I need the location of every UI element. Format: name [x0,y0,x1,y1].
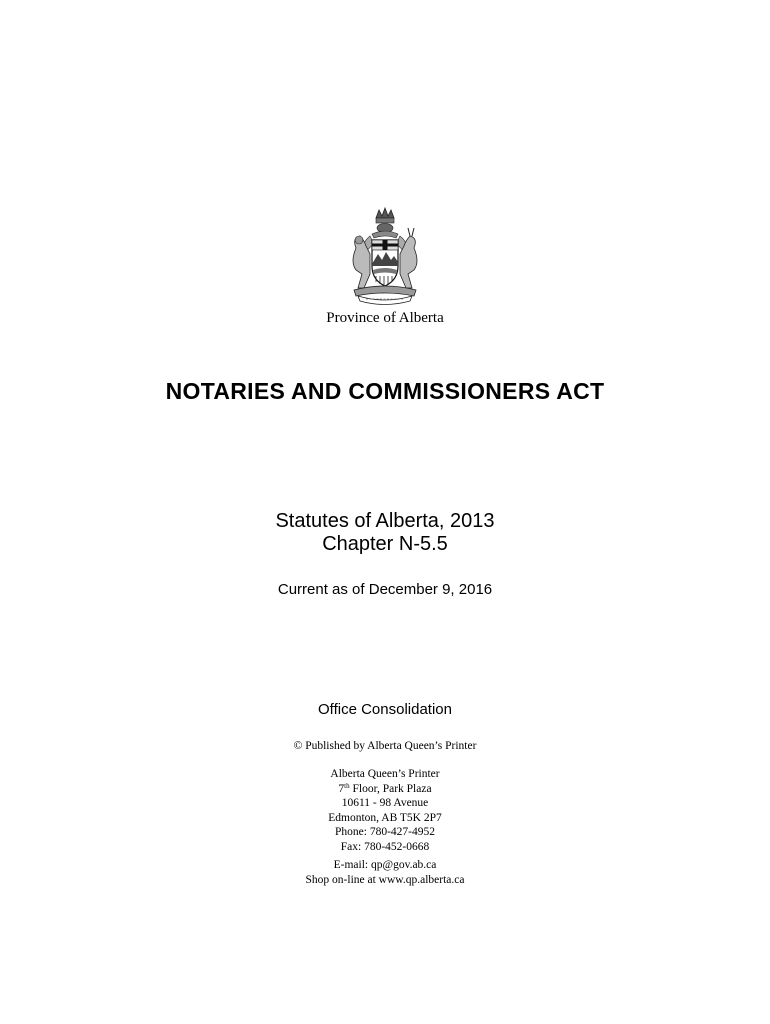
phone-number: Phone: 780-427-4952 [335,826,435,838]
current-as-of: Current as of December 9, 2016 [277,581,493,598]
address-street: 10611 - 98 Avenue [341,797,429,809]
shop-online-link[interactable]: Shop on-line at www.qp.alberta.ca [305,873,465,886]
statutes-reference [0,510,770,556]
address-city: Edmonton, AB T5K 2P7 [328,811,442,824]
address-floor: 7th Floor, Park Plaza [338,781,432,795]
contact-info [0,858,770,887]
email-address: E-mail: qp@gov.ab.ca [333,859,437,871]
chapter-line: Chapter N-5.5 [322,533,448,555]
printer-name: Alberta Queen’s Printer [330,768,440,780]
office-consolidation: Office Consolidation [318,701,452,718]
province-name: Province of Alberta [326,310,444,326]
fax-number: Fax: 780-452-0668 [340,840,430,853]
printer-address [0,767,770,854]
statutes-line: Statutes of Alberta, 2013 [275,510,495,532]
act-title: NOTARIES AND COMMISSIONERS ACT [165,378,605,404]
alberta-coat-of-arms [334,204,436,306]
published-notice: © Published by Alberta Queen’s Printer [293,740,477,752]
